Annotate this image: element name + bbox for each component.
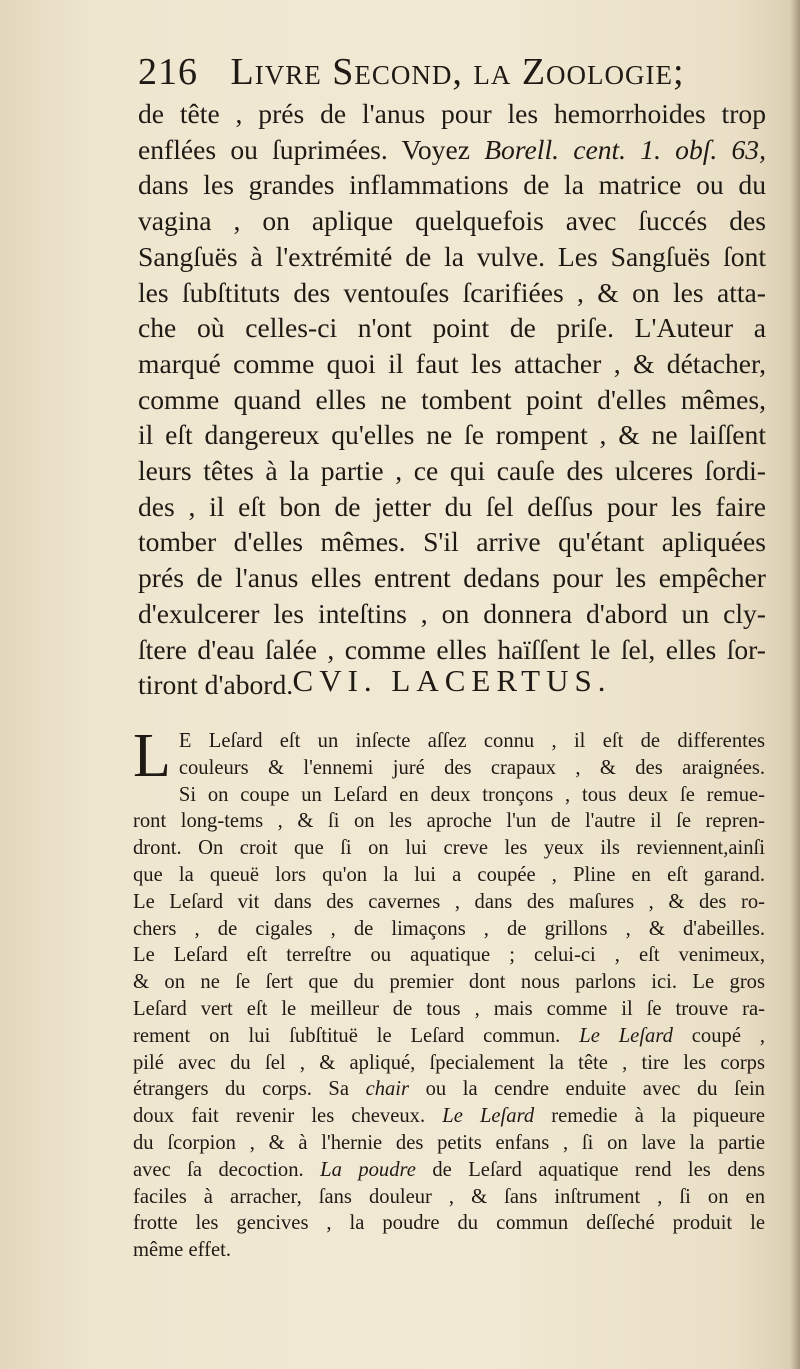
- text-line: enflées ou ſuprimées. Voyez Borell. cent. 1. obſ. 63,: [138, 133, 767, 165]
- text-line: vagina , on aplique quelquefois avec ſuccés des: [138, 205, 766, 237]
- running-header: [138, 50, 738, 94]
- text-line: marqué comme quoi il faut les attacher , & détacher,: [138, 347, 766, 379]
- text-line: dront. On croit que ſi on lui creve les yeux ils reviennent,ainſi: [133, 837, 765, 860]
- text-line: des , il eſt bon de jetter du ſel deſſus pour les faire: [138, 490, 766, 522]
- text-line: prés de l'anus elles entrent dedans pour les empêcher: [138, 562, 766, 594]
- text-line: Leſard vert eſt le meilleur de tous , mais comme il ſe trouve ra-: [133, 997, 765, 1020]
- text-line: dans les grandes inflammations de la matrice ou du: [138, 169, 766, 201]
- text-line: Le Leſard vit dans des cavernes , dans des maſures , & des ro-: [133, 890, 765, 913]
- citation: Borell. cent. 1. obſ. 63,: [484, 133, 767, 165]
- text-line: ront long-tems , & ſi on les aproche l'un de l'autre il ſe repren-: [133, 810, 765, 833]
- text-line: avec ſa decoction. La poudre de Leſard aquatique rend les dens: [133, 1158, 766, 1181]
- text-line: rement on lui ſubſtituë le Leſard commun. Le Leſard coupé ,: [133, 1024, 765, 1047]
- running-title: Livre Second, la Zoologie;: [230, 51, 685, 93]
- drop-cap: L: [133, 722, 171, 790]
- text-line: frotte les gencives , la poudre du commun deſſeché produit le: [133, 1212, 765, 1235]
- section-title: CVI. LACERTUS.: [292, 663, 612, 698]
- text-line: chers , de cigales , de limaçons , de grillons , & d'abeilles.: [133, 917, 765, 940]
- text-line: & on ne ſe ſert que du premier dont nous parlons ici. Le gros: [133, 971, 765, 994]
- text-line: pilé avec du ſel , & apliqué, ſpecialement la tête , tire les corps: [133, 1051, 765, 1074]
- previous-section-text: [138, 96, 766, 703]
- text-line: du ſcorpion , & à l'hernie des petits enfans , ſi on lave la partie: [133, 1131, 765, 1154]
- text-line: que la queuë lors qu'on la lui a coupée , Pline en eſt garand.: [133, 863, 765, 886]
- dropcap-lines: [179, 728, 765, 782]
- text-line: tomber d'elles mêmes. S'il arrive qu'étant apliquées: [138, 526, 766, 558]
- page-number: 216: [138, 51, 198, 93]
- text-line: ſtere d'eau ſalée , comme elles haïſſent le ſel, elles ſor-: [138, 633, 766, 665]
- text-line: faciles à arracher, ſans douleur , & ſans inſtrument , ſi on en: [133, 1185, 765, 1208]
- text-line: d'exulcerer les inteſtins , on donnera d'abord un cly-: [138, 597, 766, 629]
- text-line: de tête , prés de l'anus pour les hemorrhoides trop: [138, 98, 766, 129]
- text-line: E Leſard eſt un inſecte aſſez connu , il eſt de differentes: [178, 730, 765, 752]
- page-edge-shadow: [790, 0, 800, 1369]
- text-line: Sangſuës à l'extrémité de la vulve. Les Sangſuës ſont: [138, 240, 766, 272]
- text-line: tiront d'abord.: [138, 669, 294, 701]
- text-line: il eſt dangereux qu'elles ne ſe rompent , & ne laiſſent: [138, 419, 766, 451]
- text-line: comme quand elles ne tombent point d'elles mêmes,: [138, 383, 766, 415]
- text-line: même effet.: [133, 1239, 231, 1262]
- text-line: doux fait revenir les cheveux. Le Leſard remedie à la piqueure: [133, 1105, 766, 1128]
- text-line: couleurs & l'ennemi juré des crapaux , & des araignées.: [178, 756, 765, 779]
- text-line: les ſubſtituts des ventouſes ſcarifiées , & on les atta-: [138, 276, 766, 308]
- text-line: étrangers du corps. Sa chair ou la cendre enduite avec du ſein: [133, 1078, 765, 1101]
- text-line: Si on coupe un Leſard en deux tronçons , tous deux ſe remue-: [178, 783, 765, 806]
- lacertus-section-text: [133, 722, 766, 1264]
- text-line: leurs têtes à la partie , ce qui cauſe des ulceres ſordi-: [138, 455, 766, 487]
- text-line: che où celles-ci n'ont point de priſe. L'Auteur a: [138, 312, 766, 344]
- text-line: Le Leſard eſt terreſtre ou aquatique ; celui-ci , eſt venimeux,: [133, 944, 765, 967]
